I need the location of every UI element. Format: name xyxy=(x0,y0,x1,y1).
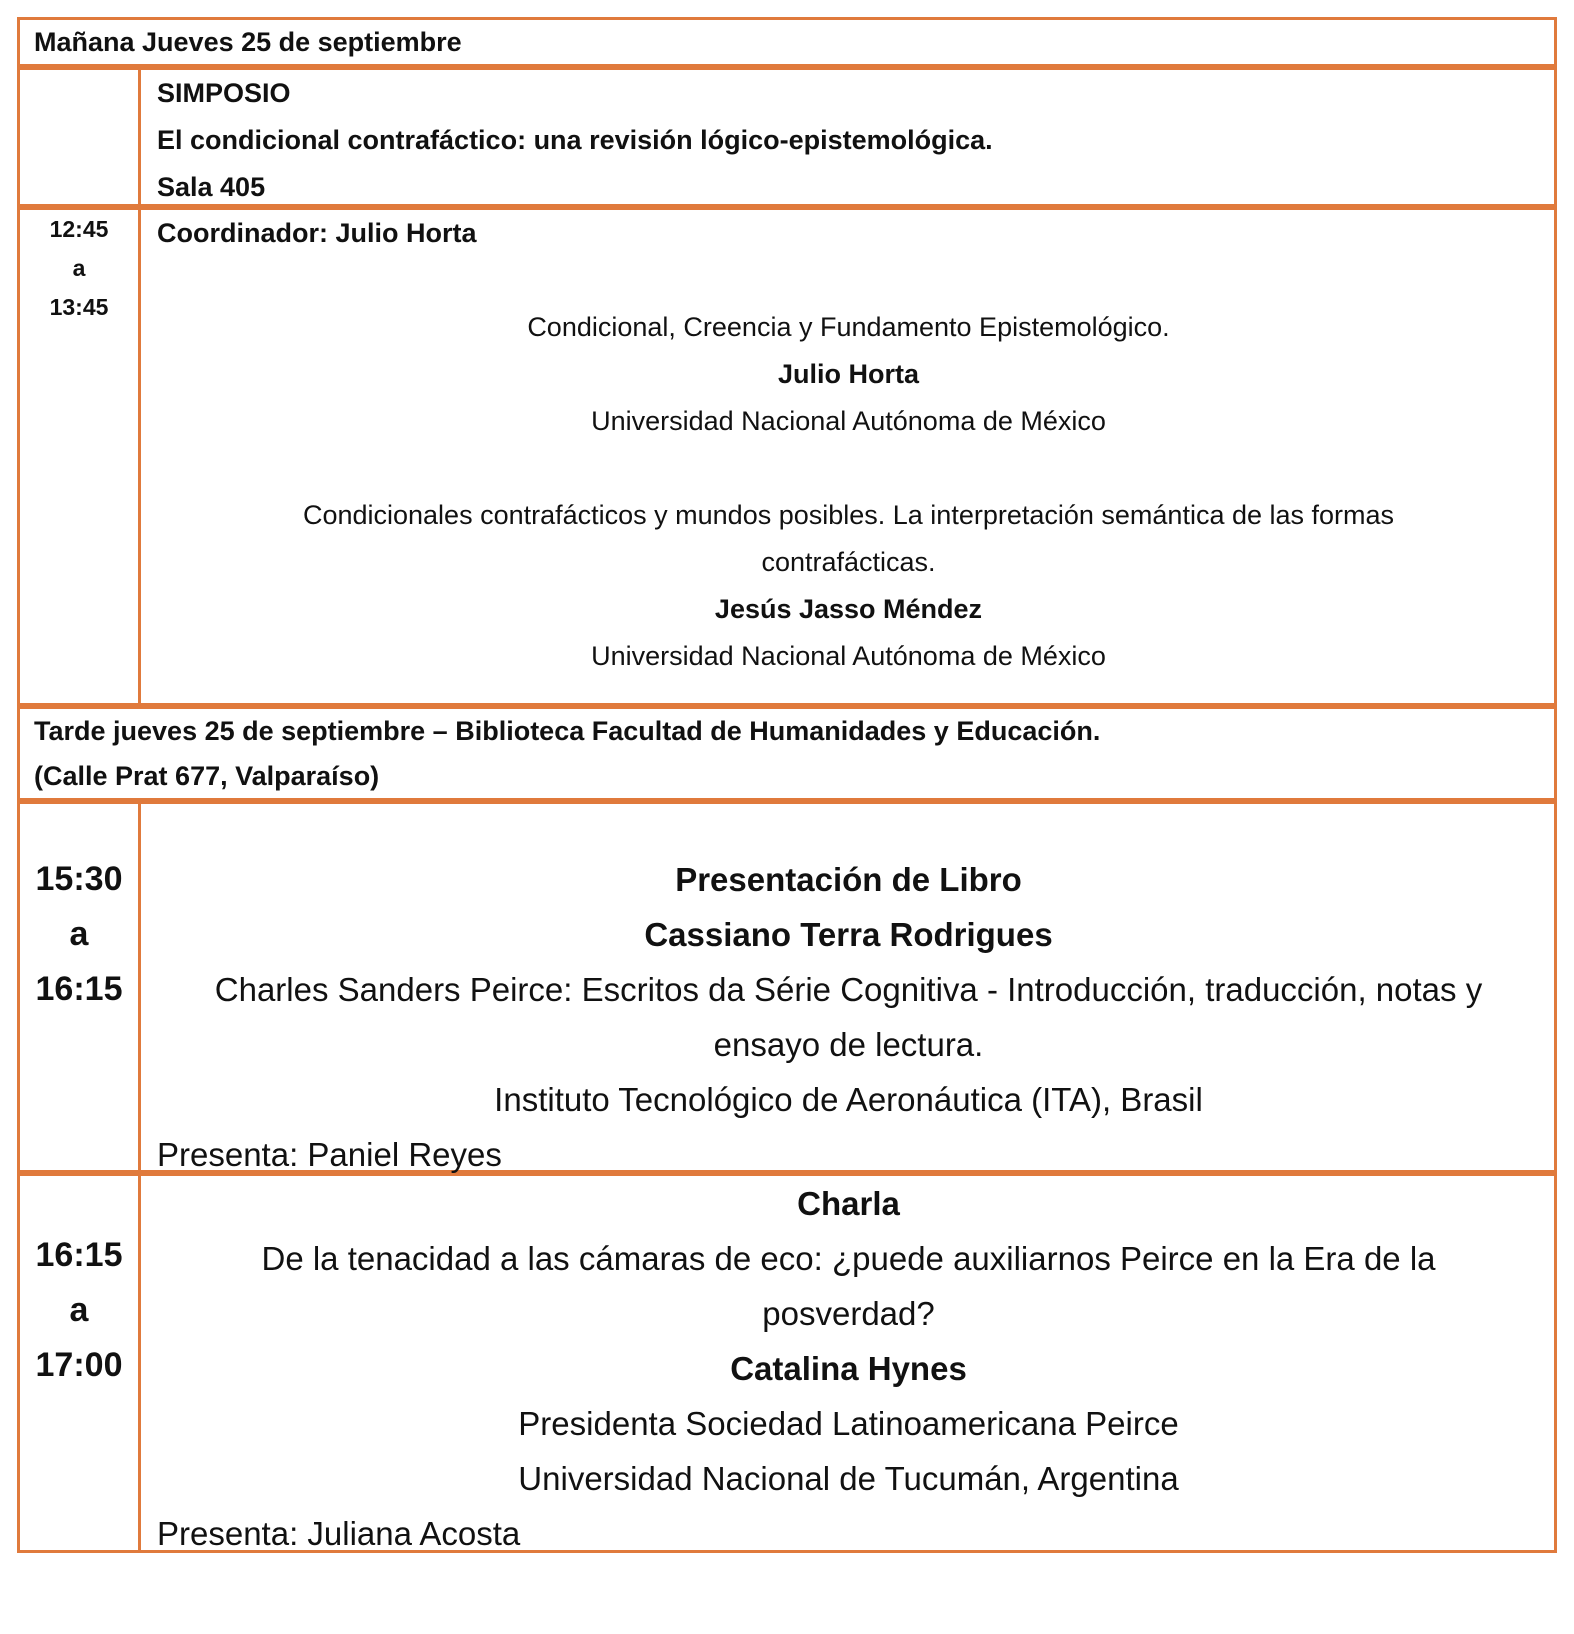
talk-time-end: 17:00 xyxy=(35,1346,123,1384)
talk-time-sep: a xyxy=(69,1291,89,1329)
talk-time-cell xyxy=(20,1176,141,1550)
talk-presenter: Presenta: Juliana Acosta xyxy=(157,1515,521,1552)
talk-title-line1: De la tenacidad a las cámaras de eco: ¿puede auxiliarnos Peirce en la Era de la xyxy=(261,1240,1436,1277)
session1-coordinator: Coordinador: Julio Horta xyxy=(157,218,477,248)
session1-row xyxy=(17,207,1557,706)
book-content xyxy=(141,804,1554,1173)
talk-title-line2: posverdad? xyxy=(762,1295,935,1332)
afternoon-header-line1: Tarde jueves 25 de septiembre – Biblioteca Facultad de Humanidades y Educación. xyxy=(34,716,1101,746)
afternoon-header-row xyxy=(17,706,1557,801)
book-author: Cassiano Terra Rodrigues xyxy=(644,916,1053,953)
symposium-row xyxy=(17,67,1557,207)
talk-content xyxy=(141,1176,1554,1550)
session1-time-end: 13:45 xyxy=(49,294,109,320)
book-time-sep: a xyxy=(69,915,89,953)
session1-time-sep: a xyxy=(72,255,86,281)
talk2-affiliation: Universidad Nacional Autónoma de México xyxy=(591,641,1106,671)
talk-affiliation: Universidad Nacional de Tucumán, Argentina xyxy=(518,1460,1179,1497)
book-affiliation: Instituto Tecnológico de Aeronáutica (ITA), Brasil xyxy=(494,1081,1203,1118)
afternoon-header-line2: (Calle Prat 677, Valparaíso) xyxy=(34,761,380,791)
talk1-title: Condicional, Creencia y Fundamento Epistemológico. xyxy=(527,312,1170,342)
book-title-line1: Charles Sanders Peirce: Escritos da Série Cognitiva - Introducción, traducción, notas y xyxy=(214,971,1483,1008)
symposium-time-cell xyxy=(20,70,141,204)
talk1-author: Julio Horta xyxy=(777,359,919,389)
talk2-author: Jesús Jasso Méndez xyxy=(714,594,983,624)
symposium-label: SIMPOSIO xyxy=(157,78,291,108)
book-time-end: 16:15 xyxy=(35,970,123,1008)
talk-speaker: Catalina Hynes xyxy=(730,1350,967,1387)
morning-header-row xyxy=(17,17,1557,67)
book-presenter: Presenta: Paniel Reyes xyxy=(157,1136,502,1173)
book-row xyxy=(17,801,1557,1173)
session1-time-start: 12:45 xyxy=(49,216,109,242)
talk1-affiliation: Universidad Nacional Autónoma de México xyxy=(591,406,1106,436)
symposium-title: El condicional contrafáctico: una revisión lógico-epistemológica. xyxy=(157,125,993,155)
book-time-start: 15:30 xyxy=(35,860,123,898)
talk2-title-line2: contrafácticas. xyxy=(761,547,936,577)
talk-row xyxy=(17,1173,1557,1553)
talk-time-start: 16:15 xyxy=(35,1236,123,1274)
symposium-content xyxy=(141,70,1554,204)
talk-kind: Charla xyxy=(797,1185,900,1222)
session1-content xyxy=(141,210,1554,703)
book-time-cell xyxy=(20,804,141,1170)
talk-role: Presidenta Sociedad Latinoamericana Peirce xyxy=(518,1405,1179,1442)
symposium-room: Sala 405 xyxy=(157,172,266,202)
morning-header: Mañana Jueves 25 de septiembre xyxy=(34,27,462,57)
book-kind: Presentación de Libro xyxy=(675,861,1022,898)
book-title-line2: ensayo de lectura. xyxy=(713,1026,984,1063)
talk2-title-line1: Condicionales contrafácticos y mundos posibles. La interpretación semántica de las formas xyxy=(302,500,1395,530)
session1-time-cell xyxy=(20,210,141,703)
